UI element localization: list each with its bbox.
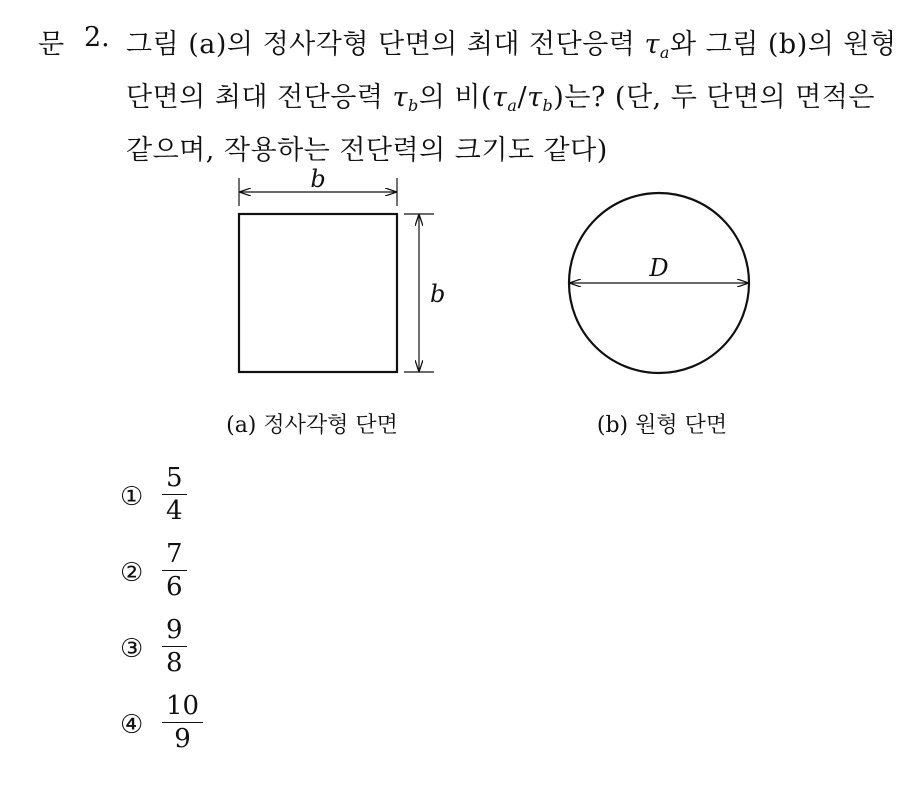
square-height-label: b: [430, 280, 446, 308]
tau-b-symbol: $\tau_b$: [392, 82, 419, 115]
option-fraction: [162, 690, 203, 755]
fraction-numerator: 9: [166, 615, 183, 645]
question-text: 의 비(: [418, 82, 492, 113]
ratio-expression: $\tau_a/\tau_b$: [491, 82, 554, 115]
option-fraction: [162, 614, 187, 679]
answer-option-2[interactable]: [120, 538, 320, 608]
caption-circle: (b) 원형 단면: [596, 413, 728, 438]
question-text: 와 그림 (b)의 원형: [669, 29, 897, 60]
option-fraction: [162, 538, 187, 603]
circle-diameter-label: D: [649, 254, 669, 282]
fraction-denominator: 8: [166, 648, 183, 678]
option-marker: ①: [120, 482, 144, 512]
fraction-denominator: 4: [166, 496, 183, 526]
question-label: 문: [38, 29, 65, 60]
option-marker: ②: [120, 558, 144, 588]
option-fraction: [162, 462, 187, 527]
answer-option-1[interactable]: [120, 462, 320, 532]
answer-option-3[interactable]: [120, 614, 320, 684]
square-section: [239, 214, 397, 372]
question-line-3: 같으며, 작용하는 전단력의 크기도 같다): [126, 135, 608, 166]
square-width-label: b: [310, 165, 326, 193]
option-marker: ④: [120, 710, 144, 740]
caption-square: (a) 정사각형 단면: [226, 413, 398, 438]
question-text: 단면의 최대 전단응력: [126, 82, 393, 113]
answer-option-4[interactable]: [120, 690, 320, 760]
fraction-numerator: 7: [166, 539, 183, 569]
question-text: )는? (단, 두 단면의 면적은: [553, 82, 875, 113]
fraction-denominator: 9: [174, 724, 191, 754]
question-text: 그림 (a)의 정사각형 단면의 최대 전단응력: [126, 29, 645, 60]
fraction-numerator: 10: [166, 691, 200, 721]
fraction-denominator: 6: [166, 572, 183, 602]
fraction-numerator: 5: [166, 463, 183, 493]
question-number: 2.: [84, 22, 110, 53]
tau-a-symbol: $\tau_a$: [644, 29, 670, 62]
option-marker: ③: [120, 634, 144, 664]
